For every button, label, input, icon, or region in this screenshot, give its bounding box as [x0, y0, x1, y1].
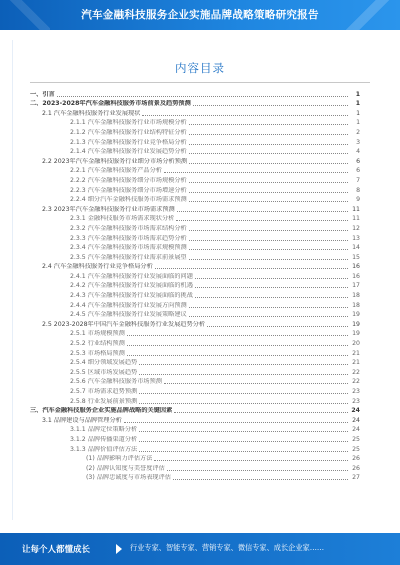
toc-entry-label: 2.4.3 汽车金融科技服务行业发展面临的挑战 — [70, 292, 193, 300]
toc-entry[interactable] — [30, 454, 360, 464]
toc-entry-page: 11 — [352, 215, 360, 223]
table-of-contents — [30, 89, 360, 482]
toc-dot-leader — [189, 229, 348, 231]
toc-entry[interactable] — [30, 99, 360, 109]
toc-entry-label: 2.3.4 汽车金融科技服务市场需求规模预测 — [70, 244, 187, 252]
toc-entry-label: (3) 品牌忠诚度与市场表现评估 — [86, 474, 171, 482]
toc-entry-label: 2.3.3 汽车金融科技服务市场需求趋势分析 — [70, 234, 187, 242]
toc-entry[interactable] — [30, 233, 360, 243]
toc-dot-leader — [154, 459, 348, 461]
toc-dot-leader — [139, 373, 348, 375]
toc-dot-leader — [189, 162, 348, 164]
toc-entry[interactable] — [30, 175, 360, 185]
toc-dot-leader — [139, 440, 348, 442]
toc-entry[interactable] — [30, 425, 360, 435]
toc-entry-label: 2.5.1 市场规模预测 — [70, 330, 125, 338]
footer-slogan: 让每个人都懂成长 — [22, 545, 91, 555]
toc-entry-label: 二、2023-2028年汽车金融科技服务市场前景及趋势预测 — [30, 100, 191, 108]
toc-entry-label: 2.1.1 汽车金融科技服务行业市场规模分析 — [70, 119, 187, 127]
toc-entry-page: 26 — [352, 455, 360, 463]
toc-entry-label: 2.2 2023年汽车金融科技服务行业细分市场分析预测 — [42, 157, 188, 165]
toc-dot-leader — [177, 210, 348, 212]
toc-entry-page: 2 — [356, 128, 360, 136]
toc-entry-page: 19 — [352, 320, 360, 328]
toc-entry-page: 6 — [356, 167, 360, 175]
toc-dot-leader — [57, 95, 348, 97]
toc-entry[interactable] — [30, 415, 360, 425]
toc-entry-page: 23 — [352, 397, 360, 405]
toc-entry[interactable] — [30, 396, 360, 406]
toc-entry-label: 2.4.4 汽车金融科技服务行业发展方向预测 — [70, 301, 187, 309]
toc-dot-leader — [127, 344, 348, 346]
toc-entry[interactable] — [30, 156, 360, 166]
toc-entry-label: 2.5.3 市场格局预测 — [70, 349, 125, 357]
toc-dot-leader — [139, 363, 348, 365]
toc-entry-page: 16 — [352, 272, 360, 280]
toc-entry[interactable] — [30, 195, 360, 205]
toc-entry[interactable] — [30, 377, 360, 387]
toc-dot-leader — [124, 421, 348, 423]
toc-entry-page: 12 — [352, 224, 360, 232]
toc-entry-page: 21 — [352, 359, 360, 367]
toc-entry-page: 25 — [352, 435, 360, 443]
toc-dot-leader — [127, 334, 348, 336]
toc-entry-label: 2.2.1 汽车金融科技服务产品分析 — [70, 167, 162, 175]
toc-entry[interactable] — [30, 319, 360, 329]
toc-entry-page: 18 — [352, 301, 360, 309]
toc-entry-page: 24 — [352, 416, 360, 424]
toc-entry[interactable] — [30, 310, 360, 320]
toc-entry[interactable] — [30, 329, 360, 339]
toc-entry-label: 2.4.1 汽车金融科技服务行业发展面临的问题 — [70, 272, 193, 280]
toc-entry-page: 13 — [352, 234, 360, 242]
toc-entry[interactable] — [30, 252, 360, 262]
toc-divider — [30, 82, 370, 83]
toc-entry[interactable] — [30, 243, 360, 253]
toc-entry-label: 2.1 汽车金融科技服务行业发展现状 — [42, 109, 141, 117]
toc-entry[interactable] — [30, 406, 360, 416]
toc-entry[interactable] — [30, 463, 360, 473]
toc-dot-leader — [189, 248, 348, 250]
toc-entry-page: 20 — [352, 340, 360, 348]
toc-entry-label: 2.1.2 汽车金融科技服务行业结构特征分析 — [70, 128, 187, 136]
toc-entry-page: 25 — [352, 445, 360, 453]
toc-entry[interactable] — [30, 386, 360, 396]
toc-entry-label: 2.5.8 行业发展前景预测 — [70, 397, 138, 405]
toc-entry-page: 24 — [352, 426, 360, 434]
toc-dot-leader — [195, 286, 348, 288]
toc-dot-leader — [189, 133, 348, 135]
toc-entry-page: 26 — [352, 464, 360, 472]
toc-entry[interactable] — [30, 473, 360, 483]
toc-entry-page: 24 — [351, 407, 360, 415]
toc-dot-leader — [189, 191, 348, 193]
toc-entry-label: 2.2.3 汽车金融科技服务细分市场增速分析 — [70, 186, 187, 194]
toc-entry-page: 19 — [352, 311, 360, 319]
toc-dot-leader — [189, 123, 348, 125]
toc-dot-leader — [139, 402, 348, 404]
toc-entry[interactable] — [30, 367, 360, 377]
toc-entry-label: 3.1 品牌建设与品牌管理分析 — [42, 416, 122, 424]
toc-entry-page: 14 — [352, 244, 360, 252]
toc-entry[interactable] — [30, 358, 360, 368]
toc-entry-label: 2.5.6 汽车金融科技服务市场预测 — [70, 378, 162, 386]
toc-dot-leader — [207, 325, 348, 327]
toc-entry-page: 16 — [352, 263, 360, 271]
toc-entry-label: 2.5.5 区域市场发展趋势 — [70, 368, 138, 376]
toc-entry[interactable] — [30, 262, 360, 272]
toc-dot-leader — [155, 267, 348, 269]
toc-entry-label: 2.4.5 汽车金融科技服务行业发展策略建议 — [70, 311, 187, 319]
toc-entry-label: 2.2.2 汽车金融科技服务细分市场规模分析 — [70, 176, 187, 184]
toc-entry[interactable] — [30, 127, 360, 137]
toc-entry-label: 一、引言 — [30, 90, 55, 98]
toc-entry-page: 1 — [355, 100, 360, 108]
toc-dot-leader — [189, 181, 348, 183]
toc-entry-label: 2.1.3 汽车金融科技服务行业竞争格局分析 — [70, 138, 187, 146]
toc-entry-page: 22 — [352, 368, 360, 376]
toc-entry-label: 2.3.5 汽车金融科技服务行业需求前景展望 — [70, 253, 187, 261]
toc-entry[interactable] — [30, 338, 360, 348]
toc-entry-page: 7 — [356, 176, 360, 184]
toc-entry-page: 21 — [352, 349, 360, 357]
toc-dot-leader — [139, 392, 348, 394]
toc-entry[interactable] — [30, 137, 360, 147]
toc-dot-leader — [164, 382, 348, 384]
report-header-bar — [0, 0, 400, 30]
toc-dot-leader — [189, 200, 348, 202]
toc-dot-leader — [189, 258, 348, 260]
toc-entry-label: 2.3 2023年汽车金融科技服务行业市场需求预测 — [42, 205, 175, 213]
toc-entry-label: 2.4 汽车金融科技服务行业竞争格局分析 — [42, 263, 153, 271]
toc-dot-leader — [139, 450, 348, 452]
toc-entry-page: 9 — [356, 196, 360, 204]
toc-entry[interactable] — [30, 108, 360, 118]
toc-entry-page: 27 — [352, 474, 360, 482]
toc-entry[interactable] — [30, 166, 360, 176]
toc-entry-page: 19 — [352, 330, 360, 338]
toc-dot-leader — [189, 143, 348, 145]
toc-entry-label: 2.2.4 细分汽车金融科技服务市场需求预测 — [70, 196, 187, 204]
toc-entry-label: 2.5.2 行业结构预测 — [70, 340, 125, 348]
toc-heading: 内容目录 — [175, 61, 225, 75]
toc-entry[interactable] — [30, 281, 360, 291]
toc-dot-leader — [139, 430, 348, 432]
toc-entry-page: 11 — [352, 205, 360, 213]
toc-entry-page: 17 — [352, 282, 360, 290]
toc-dot-leader — [164, 171, 348, 173]
toc-entry-page: 15 — [352, 253, 360, 261]
toc-dot-leader — [127, 354, 348, 356]
toc-entry-label: 2.5 2023-2028年中国汽车金融科技服务行业发展趋势分析 — [42, 320, 206, 328]
toc-entry-label: 3.1.1 品牌定位策略分析 — [70, 426, 138, 434]
toc-entry-page: 1 — [356, 109, 360, 117]
toc-entry-label: 2.4.2 汽车金融科技服务行业发展面临的机遇 — [70, 282, 193, 290]
report-title: 汽车金融科技服务企业实施品牌战略策略研究报告 — [81, 9, 319, 21]
footer-bar — [0, 533, 400, 565]
toc-dot-leader — [174, 411, 348, 413]
toc-entry-label: (2) 品牌认知度与美誉度评估 — [86, 464, 165, 472]
toc-entry-page: 1 — [355, 90, 360, 98]
toc-entry[interactable] — [30, 118, 360, 128]
toc-entry-page: 23 — [352, 388, 360, 395]
toc-dot-leader — [176, 219, 348, 221]
toc-entry[interactable] — [30, 185, 360, 195]
toc-entry-label: 2.3.1 金融科技服务市场需求现状分析 — [70, 215, 175, 223]
toc-dot-leader — [195, 296, 348, 298]
toc-entry-label: 2.5.7 市场需求趋势预测 — [70, 388, 138, 395]
toc-dot-leader — [195, 277, 348, 279]
toc-entry-label: 三、汽车金融科技服务企业实施品牌战略的关键因素 — [30, 407, 173, 415]
toc-entry-page: 3 — [356, 138, 360, 146]
toc-entry-label: 2.1.4 汽车金融科技服务行业发展趋势分析 — [70, 148, 187, 156]
toc-entry-page: 6 — [356, 157, 360, 165]
toc-entry-label: 3.1.2 品牌传播渠道分析 — [70, 435, 138, 443]
toc-entry[interactable] — [30, 300, 360, 310]
footer-arrow-icon — [116, 544, 122, 554]
toc-dot-leader — [173, 478, 348, 480]
toc-entry[interactable] — [30, 147, 360, 157]
toc-dot-leader — [189, 152, 348, 154]
toc-entry-page: 1 — [356, 119, 360, 127]
toc-entry[interactable] — [30, 271, 360, 281]
toc-entry-label: (1) 品牌影响力评估方法 — [86, 455, 153, 463]
toc-entry-page: 22 — [352, 378, 360, 386]
toc-entry-label: 2.5.4 细分领域发展趋势 — [70, 359, 138, 367]
toc-dot-leader — [167, 469, 348, 471]
toc-entry[interactable] — [30, 223, 360, 233]
margin-rule — [12, 40, 13, 520]
toc-entry-label: 3.1.3 品牌价值评估方法 — [70, 445, 138, 453]
toc-dot-leader — [189, 306, 348, 308]
toc-entry[interactable] — [30, 348, 360, 358]
toc-entry-page: 4 — [356, 148, 360, 156]
toc-dot-leader — [189, 239, 348, 241]
toc-dot-leader — [189, 315, 348, 317]
toc-entry[interactable] — [30, 214, 360, 224]
toc-entry-page: 8 — [356, 186, 360, 194]
toc-dot-leader — [193, 104, 348, 106]
toc-entry[interactable] — [30, 89, 360, 99]
toc-entry[interactable] — [30, 204, 360, 214]
toc-entry[interactable] — [30, 434, 360, 444]
toc-entry-label: 2.3.2 汽车金融科技服务市场需求结构分析 — [70, 224, 187, 232]
toc-entry[interactable] — [30, 444, 360, 454]
footer-tagline: 行业专家、智能专家、营销专家、微信专家、成长企业家…… — [130, 543, 325, 552]
toc-entry-page: 18 — [352, 292, 360, 300]
toc-entry[interactable] — [30, 290, 360, 300]
toc-dot-leader — [142, 114, 348, 116]
